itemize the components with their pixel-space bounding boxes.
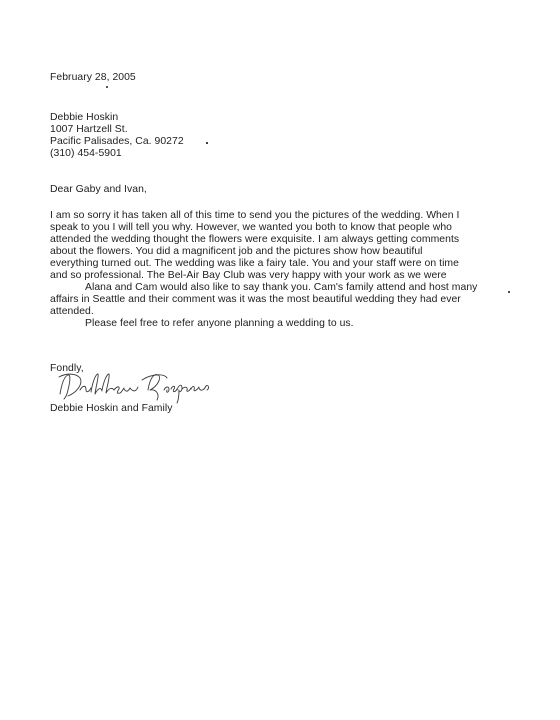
letter-date: February 28, 2005 xyxy=(50,72,136,83)
body-line: attended the wedding thought the flowers were exquisite. I am always getting comments xyxy=(50,234,460,245)
body-line: speak to you I will tell you why. However, we wanted you both to know that people who xyxy=(50,222,453,233)
closing: Fondly, xyxy=(50,363,84,374)
scan-speck xyxy=(206,142,208,144)
sender-name: Debbie Hoskin xyxy=(50,112,119,123)
body-line: everything turned out. The wedding was like a fairy tale. You and your staff were on time xyxy=(50,258,459,269)
body-line: Please feel free to refer anyone planning a wedding to us. xyxy=(85,318,354,329)
body-line: and so professional. The Bel-Air Bay Club was very happy with your work as we were xyxy=(50,270,447,281)
sender-city: Pacific Palisades, Ca. 90272 xyxy=(50,136,184,147)
body-line: affairs in Seattle and their comment was it was the most beautiful wedding they had ever xyxy=(50,294,461,305)
scan-speck xyxy=(106,86,108,88)
scan-speck xyxy=(508,291,510,293)
handwritten-signature xyxy=(56,368,216,404)
body-line: about the flowers. You did a magnificent job and the pictures show how beautiful xyxy=(50,246,423,257)
body-line: attended. xyxy=(50,306,94,317)
sender-phone: (310) 454-5901 xyxy=(50,148,122,159)
body-line: Alana and Cam would also like to say thank you. Cam's family attend and host many xyxy=(85,282,478,293)
signature-name: Debbie Hoskin and Family xyxy=(50,403,173,414)
salutation: Dear Gaby and Ivan, xyxy=(50,184,147,195)
sender-street: 1007 Hartzell St. xyxy=(50,124,128,135)
body-line: I am so sorry it has taken all of this time to send you the pictures of the wedding. When I xyxy=(50,210,460,221)
